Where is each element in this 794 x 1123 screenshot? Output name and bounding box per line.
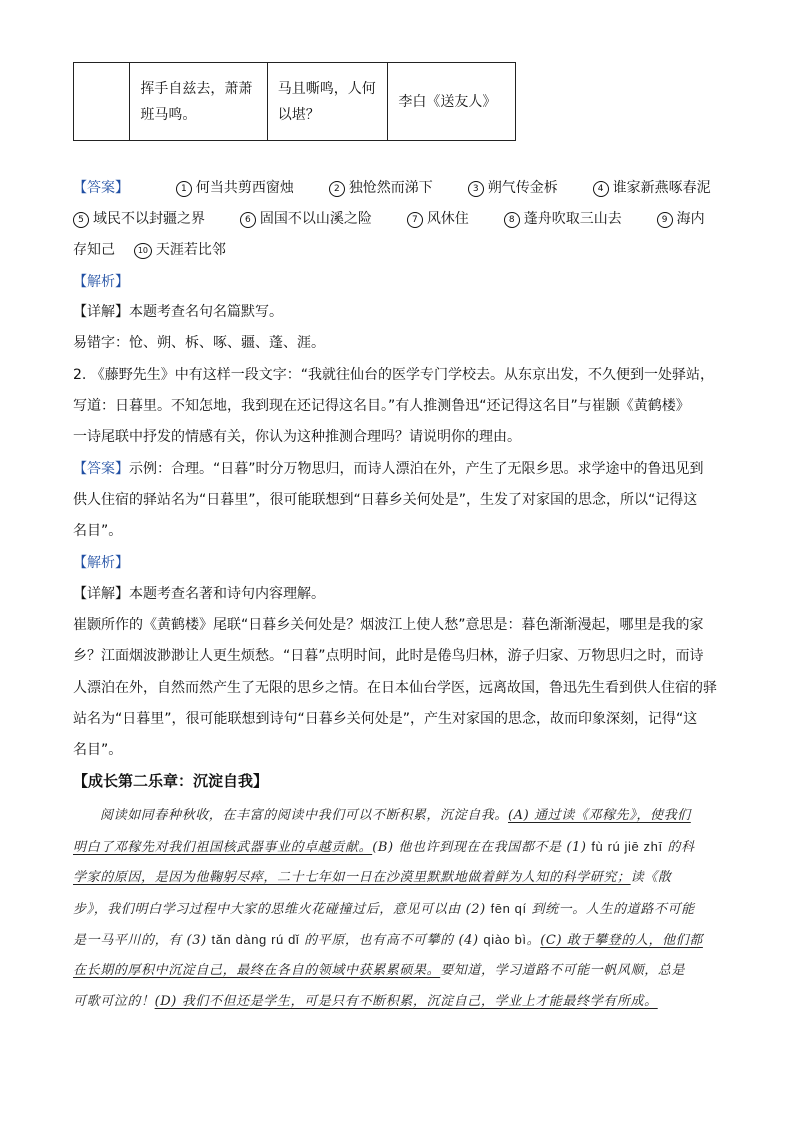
cell-text: 马且嘶鸣，人何 xyxy=(277,80,376,97)
answer-2-line-1: 【答案】示例：合理。“日暮”时分万物思归，而诗人漂泊在外，产生了无限乡思。求学途中的鲁迅见到 xyxy=(73,461,704,477)
passage-line-5: 是一马平川的，有 (3) tǎn dàng rú dǐ 的平原，也有高不可攀的 (4) qiào bì。(C) 敢于攀登的人，他们都 xyxy=(73,932,703,948)
passage-line-2: 明白了邓稼先对我们祖国核武器事业的卓越贡献。(B) 他也许到现在在我国都不是 (1) fù rú jiē zhī 的科 xyxy=(73,839,695,855)
answer-item: 1 何当共剪西窗烛 xyxy=(176,180,294,196)
table-cell-sentiment xyxy=(267,63,388,141)
analysis-label: 【解析】 xyxy=(73,555,129,571)
pinyin-1: fù rú jiē zhī xyxy=(591,839,663,854)
chapter-title: 【成长第二乐章：沉淀自我】 xyxy=(73,772,269,790)
passage-line-3: 学家的原因，是因为他鞠躬尽瘁，二十七年如一日在沙漠里默默地做着鲜为人知的科学研究；读《散 xyxy=(73,870,672,885)
answer-item: 10 天涯若比邻 xyxy=(134,242,226,258)
passage-line-1: 阅读如同春种秋收，在丰富的阅读中我们可以不断积累，沉淀自我。(A) 通过读《邓稼先》，使我们 xyxy=(100,808,691,823)
analysis-label: 【解析】 xyxy=(73,274,129,290)
answer-label: 【答案】 xyxy=(73,180,129,196)
detail-line xyxy=(73,584,733,604)
detail-label: 【详解】 xyxy=(73,586,129,602)
answer-item: 2 独怆然而涕下 xyxy=(329,180,433,196)
answer-item-continued: 存知己 xyxy=(73,242,115,258)
question-2-line-2: 写道：日暮里。不知怎地，我到现在还记得这名目。”有人推测鲁迅“还记得这名目”与崔颢《黄鹤楼》 xyxy=(73,398,690,414)
passage-line-4: 步》，我们明白学习过程中大家的思维火花碰撞过后，意见可以由 (2) fēn qí 到统一。人生的道路不可能 xyxy=(73,901,695,917)
table-row xyxy=(74,63,516,141)
poem-table xyxy=(73,62,516,141)
question-2-line-3: 一诗尾联中抒发的情感有关，你认为这种推测合理吗？请说明你的理由。 xyxy=(73,429,521,445)
cell-text: 挥手自兹去，萧萧 xyxy=(140,80,253,97)
detail-text: 本题考查名句名篇默写。 xyxy=(129,304,283,320)
answer-2-line-3: 名目”。 xyxy=(73,523,123,539)
analysis-2-line-1: 崔颢所作的《黄鹤楼》尾联“日暮乡关何处是？烟波江上使人愁”意思是：暮色渐渐漫起，哪里是我的家 xyxy=(73,617,704,633)
detail-label: 【详解】 xyxy=(73,304,129,320)
passage-line-7: 可歌可泣的！(D) 我们不但还是学生，可是只有不断积累，沉淀自己，学业上才能最终学有所成。 xyxy=(73,994,658,1009)
pinyin-4: qiào bì xyxy=(483,932,527,947)
pinyin-3: tǎn dàng rú dǐ xyxy=(211,932,300,947)
answer-1-line-1 xyxy=(73,178,733,198)
question-2-line-1: 2. 《藤野先生》中有这样一段文字：“我就往仙台的医学专门学校去。从东京出发，不久便到一处驿站， xyxy=(73,367,715,383)
cell-text: 班马鸣。 xyxy=(140,106,197,123)
analysis-2-line-2: 乡？江面烟波渺渺让人更生烦愁。“日暮”点明时间，此时是倦鸟归林，游子归家、万物思归之时，而诗 xyxy=(73,648,704,664)
answer-1-line-3 xyxy=(73,240,733,260)
answer-item: 9 海内 xyxy=(657,211,705,227)
answer-item: 6 固国不以山溪之险 xyxy=(240,211,372,227)
detail-line xyxy=(73,302,733,322)
answer-1-line-2 xyxy=(73,209,733,229)
table-cell-source: 李白《送友人》 xyxy=(388,63,516,141)
answer-item: 5 域民不以封疆之界 xyxy=(73,211,205,227)
answer-item: 4 谁家新燕啄春泥 xyxy=(593,180,711,196)
answer-item: 7 风休住 xyxy=(407,211,469,227)
answer-2-line-2: 供人住宿的驿站名为“日暮里”，很可能联想到“日暮乡关何处是”，生发了对家国的思念，所以“记得这 xyxy=(73,492,698,508)
answer-label: 【答案】 xyxy=(73,461,129,477)
analysis-2-line-5: 名目”。 xyxy=(73,742,123,758)
table-cell-index xyxy=(74,63,130,141)
passage-line-6: 在长期的厚积中沉淀自己，最终在各自的领域中获累累硕果。要知道，学习道路不可能一帆风顺，总是 xyxy=(73,963,686,978)
answer-item: 3 朔气传金柝 xyxy=(468,180,558,196)
analysis-2-line-3: 人漂泊在外，自然而然产生了无限的思乡之情。在日本仙台学医，远离故国，鲁迅先生看到供人住宿的驿 xyxy=(73,680,717,696)
pinyin-2: fēn qí xyxy=(490,901,527,916)
analysis-2-line-4: 站名为“日暮里”，很可能联想到诗句“日暮乡关何处是”，产生对家国的思念，故而印象深刻，记得“这 xyxy=(73,711,698,727)
cell-text: 以堪？ xyxy=(277,106,320,123)
error-words: 易错字：怆、朔、柝、啄、疆、蓬、涯。 xyxy=(73,335,325,351)
table-cell-original xyxy=(130,63,267,141)
answer-item: 8 蓬舟吹取三山去 xyxy=(504,211,622,227)
detail-text: 本题考查名著和诗句内容理解。 xyxy=(129,586,325,602)
